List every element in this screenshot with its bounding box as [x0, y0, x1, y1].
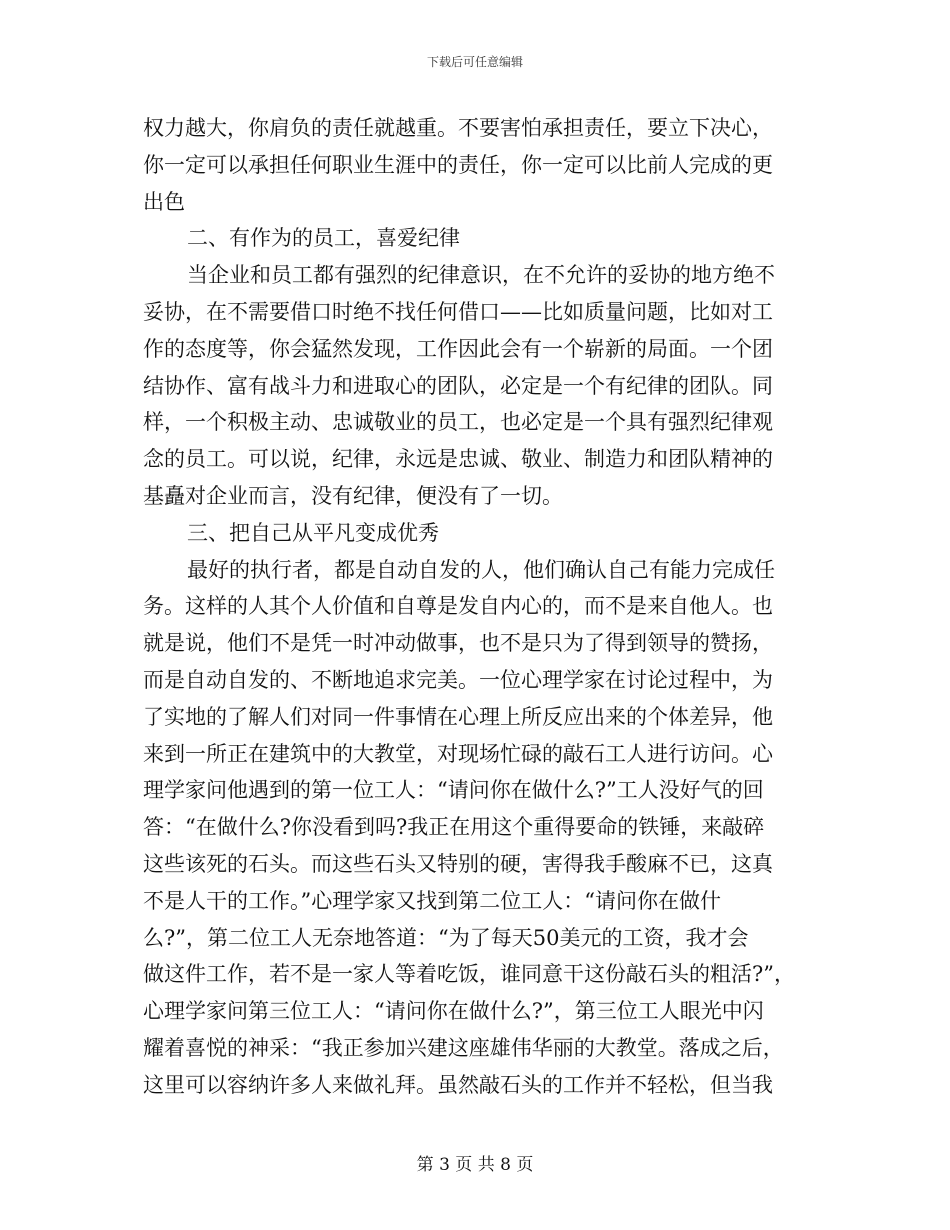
text-line: 你一定可以承担任何职业生涯中的责任，你一定可以比前人完成的更 — [143, 152, 773, 177]
text-line: 不是人干的工作。”心理学家又找到第二位工人：“请问你在做什 — [143, 888, 721, 913]
document-body — [143, 110, 808, 1104]
page-header: 下载后可任意编辑 — [426, 55, 523, 69]
text-line: 耀着喜悦的神采：“我正参加兴建这座雄伟华丽的大教堂。落成之后， — [143, 1035, 784, 1060]
text-line: 做这件工作，若不是一家人等着吃饭，谁同意干这份敲石头的粗活?”， — [143, 962, 795, 987]
text-line: 务。这样的人其个人价值和自尊是发自内心的，而不是来自他人。也 — [143, 594, 773, 619]
text-line: 来到一所正在建筑中的大教堂，对现场忙碌的敲石工人进行访问。心 — [143, 741, 773, 766]
text-line: 这里可以容纳许多人来做礼拜。虽然敲石头的工作并不轻松，但当我 — [143, 1072, 773, 1097]
text-line: 结协作、富有战斗力和进取心的团队，必定是一个有纪律的团队。同 — [143, 373, 773, 398]
text-line: 当企业和员工都有强烈的纪律意识，在不允许的妥协的地方绝不 — [187, 263, 775, 288]
text-line: 基矗对企业而言，没有纪律，便没有了一切。 — [143, 483, 563, 508]
text-line: 最好的执行者，都是自动自发的人，他们确认自己有能力完成任 — [187, 557, 775, 582]
text-line: 样，一个积极主动、忠诚敬业的员工，也必定是一个具有强烈纪律观 — [143, 410, 773, 435]
text-line: 妥协，在不需要借口时绝不找任何借口——比如质量问题，比如对工 — [143, 299, 773, 324]
text-line: 权力越大，你肩负的责任就越重。不要害怕承担责任，要立下决心， — [143, 116, 773, 140]
text-line: 二、有作为的员工，喜爱纪律 — [187, 226, 460, 251]
text-line: 念的员工。可以说，纪律，永远是忠诚、敬业、制造力和团队精神的 — [143, 447, 773, 472]
text-line: 这些该死的石头。而这些石头又特别的硬，害得我手酸麻不已，这真 — [143, 851, 773, 876]
text-line: 三、把自己从平凡变成优秀 — [187, 520, 439, 545]
text-line: 心理学家问第三位工人：“请问你在做什么?”，第三位工人眼光中闪 — [143, 999, 764, 1024]
text-line: 理学家问他遇到的第一位工人：“请问你在做什么?”工人没好气的回 — [143, 778, 764, 803]
text-line: 么?”，第二位工人无奈地答道：“为了每天50美元的工资，我才会 — [143, 925, 749, 950]
text-line: 答：“在做什么?你没看到吗?我正在用这个重得要命的铁锤，来敲碎 — [143, 815, 765, 840]
text-line: 就是说，他们不是凭一时冲动做事，也不是只为了得到领导的赞扬， — [143, 631, 773, 656]
text-line: 出色 — [143, 189, 185, 214]
page-footer: 第 3 页 共 8 页 — [416, 1155, 534, 1175]
text-line: 了实地的了解人们对同一件事情在心理上所反应出来的个体差异，他 — [143, 704, 773, 729]
text-line: 而是自动自发的、不断地追求完美。一位心理学家在讨论过程中，为 — [143, 667, 773, 692]
text-line: 作的态度等，你会猛然发现，工作因此会有一个崭新的局面。一个团 — [143, 336, 773, 361]
